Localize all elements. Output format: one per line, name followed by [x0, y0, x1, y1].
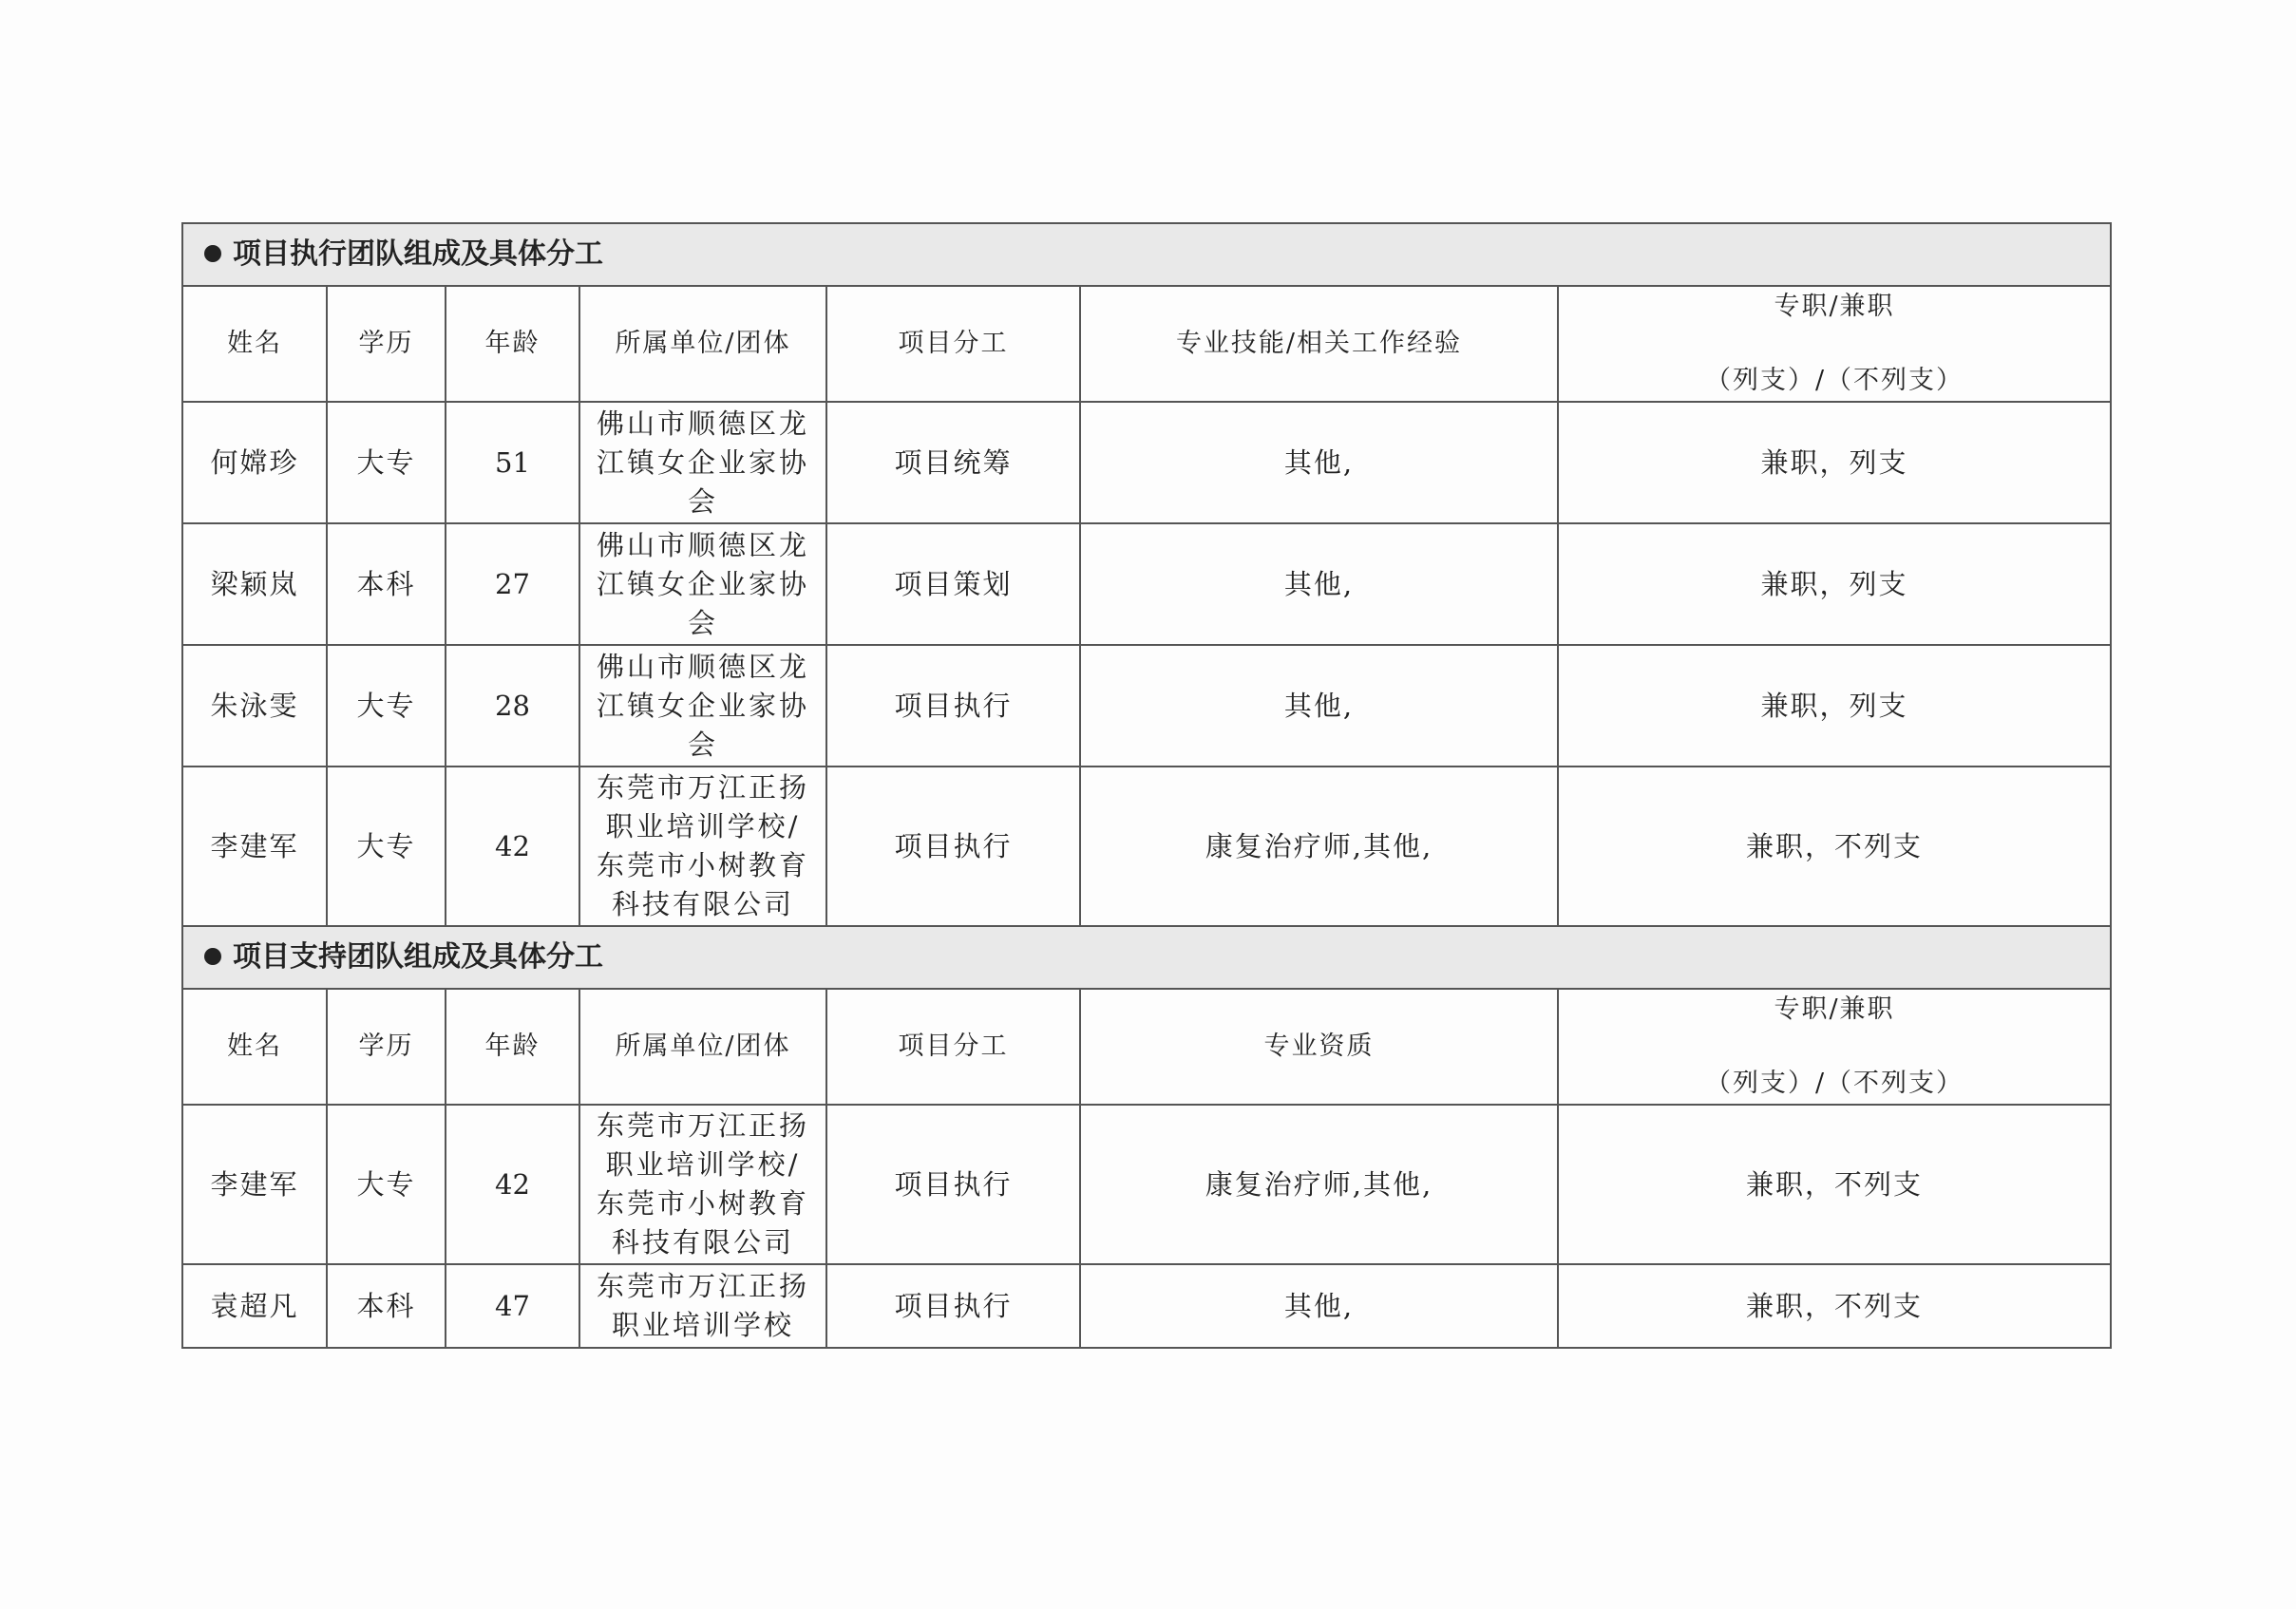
- cell-age: 51: [446, 402, 579, 523]
- cell-type: 兼职，不列支: [1558, 1264, 2111, 1348]
- header-skill: 专业资质: [1080, 989, 1558, 1105]
- cell-skill: 其他,: [1080, 523, 1558, 645]
- cell-name: 李建军: [182, 1105, 327, 1264]
- header-type-line2: （列支）/（不列支）: [1704, 366, 1964, 395]
- cell-unit: 东莞市万江正扬职业培训学校: [579, 1264, 826, 1348]
- table-row: [182, 523, 2111, 645]
- cell-role: 项目执行: [826, 645, 1080, 767]
- cell-skill: 康复治疗师,其他,: [1080, 1105, 1558, 1264]
- cell-unit: 东莞市万江正扬职业培训学校/东莞市小树教育科技有限公司: [579, 1105, 826, 1264]
- cell-name: 朱泳雯: [182, 645, 327, 767]
- cell-education: 大专: [327, 402, 446, 523]
- table-row: [182, 402, 2111, 523]
- cell-education: 大专: [327, 1105, 446, 1264]
- cell-age: 28: [446, 645, 579, 767]
- bullet-icon: [204, 948, 221, 965]
- cell-type: 兼职，不列支: [1558, 767, 2111, 926]
- header-education: 学历: [327, 286, 446, 402]
- exec-column-headers: [182, 286, 2111, 402]
- header-type-line1: 专职/兼职: [1774, 292, 1895, 321]
- cell-name: 袁超凡: [182, 1264, 327, 1348]
- exec-section-title-cell: [182, 223, 2111, 286]
- cell-role: 项目策划: [826, 523, 1080, 645]
- cell-type: 兼职，列支: [1558, 402, 2111, 523]
- header-name: 姓名: [182, 286, 327, 402]
- cell-age: 42: [446, 1105, 579, 1264]
- cell-type: 兼职，不列支: [1558, 1105, 2111, 1264]
- support-section-title-cell: [182, 926, 2111, 989]
- team-table-container: [181, 222, 2110, 1349]
- header-type-line2: （列支）/（不列支）: [1704, 1069, 1964, 1098]
- cell-unit: 佛山市顺德区龙江镇女企业家协会: [579, 645, 826, 767]
- header-skill: 专业技能/相关工作经验: [1080, 286, 1558, 402]
- header-age: 年龄: [446, 989, 579, 1105]
- support-column-headers: [182, 989, 2111, 1105]
- table-row: [182, 1105, 2111, 1264]
- cell-education: 大专: [327, 767, 446, 926]
- cell-skill: 其他,: [1080, 645, 1558, 767]
- header-age: 年龄: [446, 286, 579, 402]
- cell-age: 27: [446, 523, 579, 645]
- cell-education: 本科: [327, 523, 446, 645]
- table-row: [182, 767, 2111, 926]
- cell-role: 项目执行: [826, 767, 1080, 926]
- cell-education: 本科: [327, 1264, 446, 1348]
- header-role: 项目分工: [826, 989, 1080, 1105]
- header-type: [1558, 989, 2111, 1105]
- cell-role: 项目统筹: [826, 402, 1080, 523]
- cell-unit: 佛山市顺德区龙江镇女企业家协会: [579, 402, 826, 523]
- cell-role: 项目执行: [826, 1105, 1080, 1264]
- cell-skill: 其他,: [1080, 402, 1558, 523]
- cell-name: 何嫦珍: [182, 402, 327, 523]
- cell-name: 梁颖岚: [182, 523, 327, 645]
- team-table: [181, 222, 2112, 1349]
- exec-section-header: [182, 223, 2111, 286]
- cell-education: 大专: [327, 645, 446, 767]
- header-role: 项目分工: [826, 286, 1080, 402]
- support-section-title: 项目支持团队组成及具体分工: [233, 940, 603, 974]
- table-row: [182, 1264, 2111, 1348]
- header-type-line1: 专职/兼职: [1774, 994, 1895, 1024]
- header-unit: 所属单位/团体: [579, 989, 826, 1105]
- cell-skill: 其他,: [1080, 1264, 1558, 1348]
- cell-skill: 康复治疗师,其他,: [1080, 767, 1558, 926]
- cell-unit: 东莞市万江正扬职业培训学校/东莞市小树教育科技有限公司: [579, 767, 826, 926]
- cell-type: 兼职，列支: [1558, 645, 2111, 767]
- support-section-header: [182, 926, 2111, 989]
- cell-age: 42: [446, 767, 579, 926]
- cell-type: 兼职，列支: [1558, 523, 2111, 645]
- cell-name: 李建军: [182, 767, 327, 926]
- cell-unit: 佛山市顺德区龙江镇女企业家协会: [579, 523, 826, 645]
- header-unit: 所属单位/团体: [579, 286, 826, 402]
- header-name: 姓名: [182, 989, 327, 1105]
- cell-role: 项目执行: [826, 1264, 1080, 1348]
- header-type: [1558, 286, 2111, 402]
- exec-section-title: 项目执行团队组成及具体分工: [233, 237, 603, 271]
- table-row: [182, 645, 2111, 767]
- header-education: 学历: [327, 989, 446, 1105]
- cell-age: 47: [446, 1264, 579, 1348]
- bullet-icon: [204, 245, 221, 262]
